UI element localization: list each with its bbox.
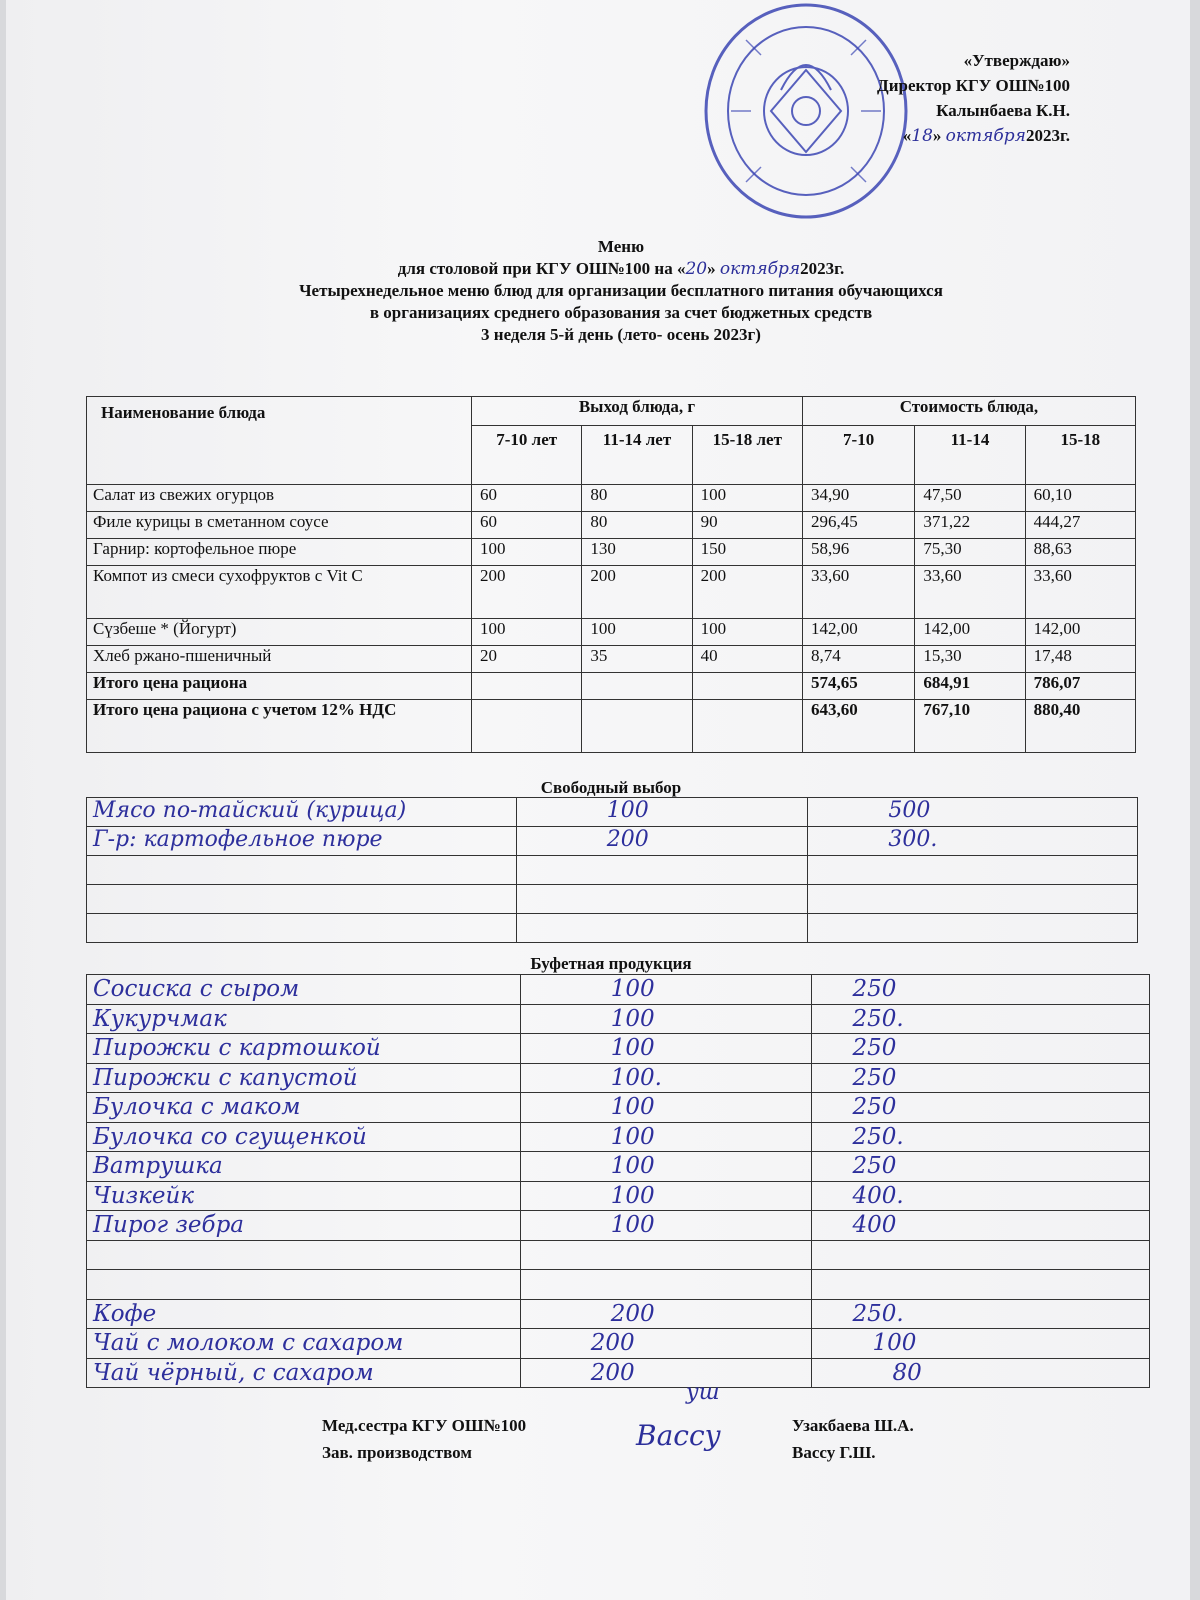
- free-item-price: 500: [808, 798, 1138, 827]
- buffet-row: [87, 1152, 1150, 1182]
- dish-yield: 200: [582, 566, 692, 619]
- buffet-item-name: Чай с молоком с сахаром: [87, 1329, 521, 1359]
- total-vat-cost: 767,10: [915, 700, 1025, 753]
- buffet-item-name: [87, 1270, 521, 1300]
- buffet-item-price: [812, 1240, 1150, 1270]
- buffet-item-price: 250: [812, 1063, 1150, 1093]
- total-cost: 786,07: [1025, 673, 1135, 700]
- total-vat-cost: 643,60: [802, 700, 914, 753]
- buffet-item-price: 250.: [812, 1122, 1150, 1152]
- dish-cost: 444,27: [1025, 512, 1135, 539]
- buffet-item-price: 400.: [812, 1181, 1150, 1211]
- dish-cost: 33,60: [1025, 566, 1135, 619]
- dish-cost: 88,63: [1025, 539, 1135, 566]
- dish-yield: 200: [472, 566, 582, 619]
- buffet-row: [87, 1240, 1150, 1270]
- free-item-name: Г-р: картофельное пюре: [87, 827, 517, 856]
- dish-cost: 142,00: [802, 619, 914, 646]
- dish-cost: 34,90: [802, 485, 914, 512]
- buffet-row: [87, 1034, 1150, 1064]
- title-menu: Меню: [597, 237, 645, 256]
- buffet-item-weight: 100.: [520, 1063, 812, 1093]
- buffet-item-price: 100: [812, 1329, 1150, 1359]
- menu-row: [87, 539, 1136, 566]
- free-item-name: [87, 856, 517, 885]
- dish-cost: 15,30: [915, 646, 1025, 673]
- buffet-item-price: 400: [812, 1211, 1150, 1241]
- dish-yield: 100: [692, 485, 802, 512]
- buffet-item-name: Булочка с маком: [87, 1093, 521, 1123]
- buffet-title: Буфетная продукция: [530, 954, 692, 973]
- buffet-row: [87, 1093, 1150, 1123]
- dish-cost: 58,96: [802, 539, 914, 566]
- free-item-price: [808, 885, 1138, 914]
- dish-yield: 100: [692, 619, 802, 646]
- dish-name: Салат из свежих огурцов: [87, 485, 472, 512]
- dish-cost: 47,50: [915, 485, 1025, 512]
- total-vat-label: Итого цена рациона с учетом 12% НДС: [87, 700, 472, 753]
- dish-yield: 40: [692, 646, 802, 673]
- buffet-item-name: Сосиска с сыром: [87, 975, 521, 1005]
- dish-cost: 142,00: [1025, 619, 1135, 646]
- free-item-name: Мясо по-тайский (курица): [87, 798, 517, 827]
- dish-yield: 100: [582, 619, 692, 646]
- dish-cost: 60,10: [1025, 485, 1135, 512]
- dish-yield: 60: [472, 485, 582, 512]
- free-item-weight: [516, 885, 808, 914]
- title-week-day: 3 неделя 5-й день (лето- осень 2023г): [481, 325, 761, 344]
- buffet-item-name: [87, 1240, 521, 1270]
- dish-yield: 80: [582, 512, 692, 539]
- dish-yield: 60: [472, 512, 582, 539]
- buffet-table: [86, 974, 1150, 1388]
- header-cost-age: 7-10: [802, 426, 914, 485]
- header-dish-name: Наименование блюда: [87, 397, 472, 485]
- buffet-item-weight: [520, 1240, 812, 1270]
- dish-name: Филе курицы в сметанном соусе: [87, 512, 472, 539]
- buffet-item-weight: 100: [520, 975, 812, 1005]
- free-item-weight: [516, 914, 808, 943]
- free-item-price: 300.: [808, 827, 1138, 856]
- buffet-item-name: Кофе: [87, 1299, 521, 1329]
- buffet-item-price: 250: [812, 1093, 1150, 1123]
- menu-table: [86, 396, 1136, 753]
- buffet-item-weight: 100: [520, 1093, 812, 1123]
- free-choice-table: [86, 797, 1138, 943]
- menu-row: [87, 566, 1136, 619]
- buffet-row: [87, 1329, 1150, 1359]
- buffet-item-name: Пирожки с картошкой: [87, 1034, 521, 1064]
- buffet-row: [87, 1270, 1150, 1300]
- dish-yield: 200: [692, 566, 802, 619]
- handwritten-signatures: [636, 1380, 721, 1452]
- buffet-item-weight: 200: [520, 1358, 812, 1388]
- approval-position: Директор КГУ ОШ№100: [877, 76, 1070, 95]
- buffet-item-name: Пирожки с капустой: [87, 1063, 521, 1093]
- header-yield-age: 7-10 лет: [472, 426, 582, 485]
- title-description-2: в организациях среднего образования за счет бюджетных средств: [369, 303, 873, 322]
- approval-block: [877, 48, 1070, 149]
- free-item-price: [808, 856, 1138, 885]
- free-choice-row: [87, 798, 1138, 827]
- buffet-item-weight: [520, 1270, 812, 1300]
- buffet-row: [87, 1299, 1150, 1329]
- dish-name: Сүзбеше * (Йогурт): [87, 619, 472, 646]
- buffet-item-price: 80: [812, 1358, 1150, 1388]
- dish-yield: 35: [582, 646, 692, 673]
- buffet-item-weight: 100: [520, 1181, 812, 1211]
- menu-row: [87, 485, 1136, 512]
- document-sheet: [6, 0, 1190, 1600]
- total-vat-cost: 880,40: [1025, 700, 1135, 753]
- buffet-item-name: Ватрушка: [87, 1152, 521, 1182]
- signatures-right: [792, 1412, 914, 1466]
- title-description: Четырехнедельное меню блюд для организации бесплатного питания обучающихся: [299, 281, 943, 300]
- approval-title: «Утверждаю»: [963, 51, 1070, 70]
- free-item-name: [87, 885, 517, 914]
- free-choice-row: [87, 885, 1138, 914]
- dish-yield: 130: [582, 539, 692, 566]
- free-choice-row: [87, 827, 1138, 856]
- buffet-item-weight: 100: [520, 1034, 812, 1064]
- buffet-row: [87, 1122, 1150, 1152]
- dish-cost: 296,45: [802, 512, 914, 539]
- title-day: 20: [685, 259, 708, 279]
- header-cost: Стоимость блюда,: [802, 397, 1135, 426]
- dish-name: Хлеб ржано-пшеничный: [87, 646, 472, 673]
- total-label: Итого цена рациона: [87, 673, 472, 700]
- approval-date-month: октября: [945, 126, 1026, 146]
- header-cost-age: 11-14: [915, 426, 1025, 485]
- buffet-item-weight: 200: [520, 1299, 812, 1329]
- chef-name: Вассу Г.Ш.: [792, 1443, 876, 1462]
- dish-name: Компот из смеси сухофруктов с Vit C: [87, 566, 472, 619]
- approval-date: «18» октября2023г.: [902, 126, 1070, 146]
- dish-yield: 100: [472, 539, 582, 566]
- buffet-row: [87, 1181, 1150, 1211]
- buffet-row: [87, 1004, 1150, 1034]
- header-yield-age: 11-14 лет: [582, 426, 692, 485]
- buffet-item-name: Пирог зебра: [87, 1211, 521, 1241]
- dish-yield: 20: [472, 646, 582, 673]
- nurse-role: Мед.сестра КГУ ОШ№100: [322, 1416, 527, 1435]
- dish-cost: 8,74: [802, 646, 914, 673]
- buffet-item-price: 250: [812, 975, 1150, 1005]
- total-cost: 574,65: [802, 673, 914, 700]
- signature-chef: Вассу: [636, 1419, 721, 1452]
- buffet-item-price: 250: [812, 1152, 1150, 1182]
- title-month: октября: [719, 259, 801, 279]
- dish-yield: 150: [692, 539, 802, 566]
- buffet-item-price: 250.: [812, 1299, 1150, 1329]
- buffet-row: [87, 1063, 1150, 1093]
- free-item-weight: [516, 856, 808, 885]
- buffet-item-price: [812, 1270, 1150, 1300]
- buffet-item-name: Булочка со сгущенкой: [87, 1122, 521, 1152]
- buffet-item-price: 250.: [812, 1004, 1150, 1034]
- signature-nurse: уш: [686, 1380, 720, 1405]
- buffet-item-name: Чизкейк: [87, 1181, 521, 1211]
- free-choice-row: [87, 856, 1138, 885]
- free-item-price: [808, 914, 1138, 943]
- buffet-row: [87, 1358, 1150, 1388]
- dish-yield: 80: [582, 485, 692, 512]
- buffet-row: [87, 1211, 1150, 1241]
- free-item-name: [87, 914, 517, 943]
- approval-director: Калынбаева К.Н.: [936, 101, 1070, 120]
- title-date-line: для столовой при КГУ ОШ№100 на «20» октября2023г.: [397, 259, 845, 279]
- buffet-item-weight: 100: [520, 1004, 812, 1034]
- dish-cost: 17,48: [1025, 646, 1135, 673]
- buffet-item-weight: 100: [520, 1152, 812, 1182]
- free-choice-title: Свободный выбор: [540, 778, 682, 797]
- dish-name: Гарнир: кортофельное пюре: [87, 539, 472, 566]
- approval-date-day: 18: [911, 126, 933, 146]
- signatures-left: [322, 1412, 526, 1466]
- document-title: [116, 236, 1126, 346]
- buffet-item-weight: 100: [520, 1211, 812, 1241]
- dish-cost: 371,22: [915, 512, 1025, 539]
- header-yield-age: 15-18 лет: [692, 426, 802, 485]
- buffet-row: [87, 975, 1150, 1005]
- menu-row: [87, 619, 1136, 646]
- buffet-item-price: 250: [812, 1034, 1150, 1064]
- dish-cost: 33,60: [802, 566, 914, 619]
- buffet-item-name: Кукурчмак: [87, 1004, 521, 1034]
- nurse-name: Узакбаева Ш.А.: [792, 1416, 914, 1435]
- dish-cost: 142,00: [915, 619, 1025, 646]
- header-yield: Выход блюда, г: [472, 397, 803, 426]
- dish-yield: 100: [472, 619, 582, 646]
- buffet-item-weight: 200: [520, 1329, 812, 1359]
- dish-yield: 90: [692, 512, 802, 539]
- free-item-weight: 100: [516, 798, 808, 827]
- dish-cost: 75,30: [915, 539, 1025, 566]
- menu-row: [87, 646, 1136, 673]
- dish-cost: 33,60: [915, 566, 1025, 619]
- free-item-weight: 200: [516, 827, 808, 856]
- header-cost-age: 15-18: [1025, 426, 1135, 485]
- buffet-item-name: Чай чёрный, с сахаром: [87, 1358, 521, 1388]
- buffet-item-weight: 100: [520, 1122, 812, 1152]
- chef-role: Зав. производством: [322, 1443, 472, 1462]
- total-cost: 684,91: [915, 673, 1025, 700]
- menu-row: [87, 512, 1136, 539]
- total-vat-row: [87, 700, 1136, 753]
- free-choice-row: [87, 914, 1138, 943]
- total-row: [87, 673, 1136, 700]
